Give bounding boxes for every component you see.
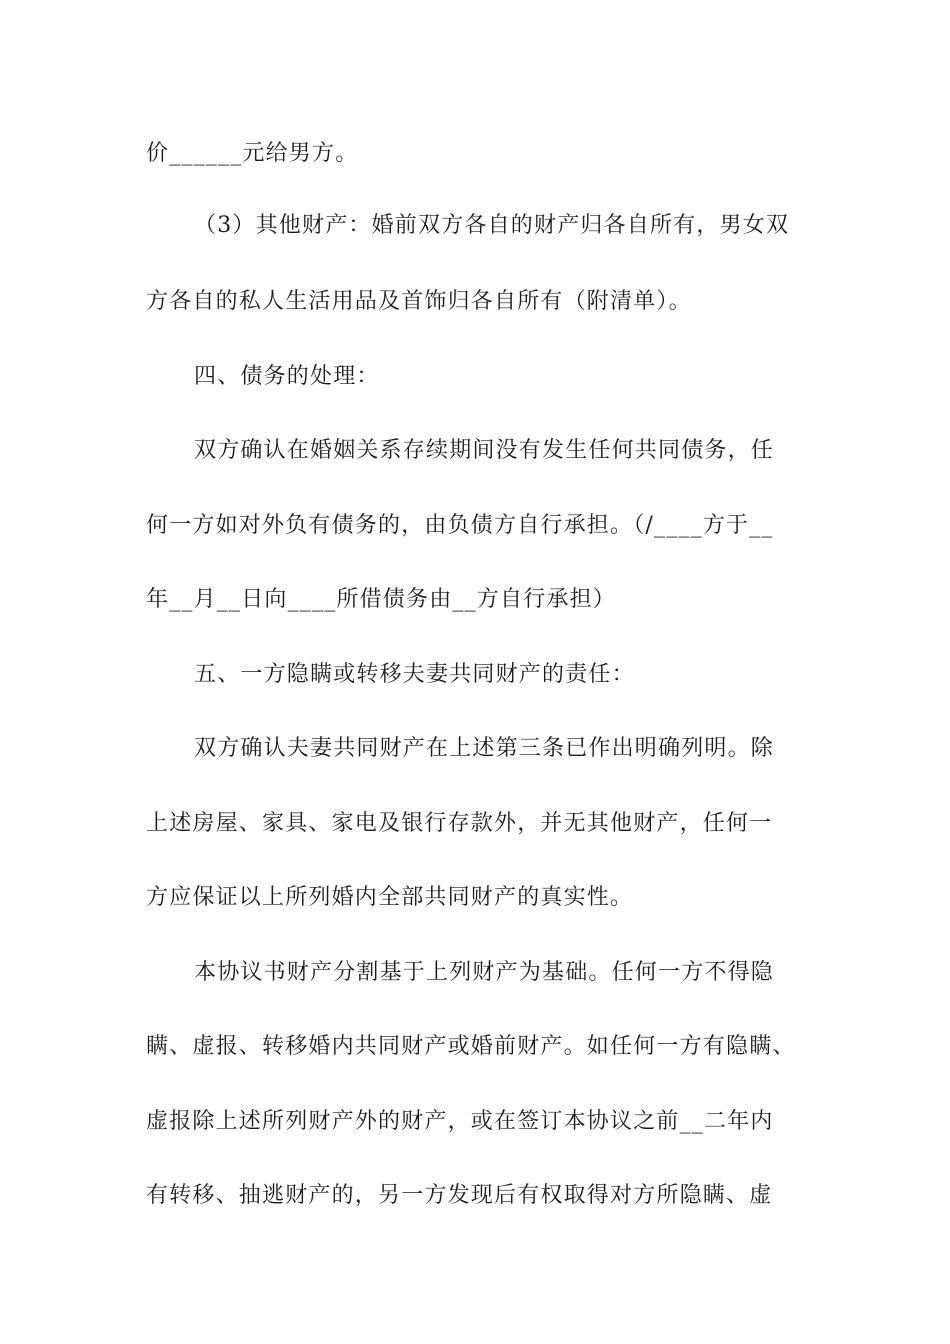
text-line: （3）其他财产：婚前双方各自的财产归各自所有，男女双 [194, 213, 790, 238]
text-line: 本协议书财产分割基于上列财产为基础。任何一方不得隐 [194, 960, 775, 985]
text-line: 价______元给男方。 [146, 141, 359, 166]
text-line: 双方确认夫妻共同财产在上述第三条已作出明确列明。除 [194, 736, 775, 761]
text-line: 虚报除上述所列财产外的财产，或在签订本协议之前__二年内 [146, 1109, 774, 1134]
text-line: 年__月__日向____所借债务由__方自行承担） [146, 587, 617, 612]
section-heading: 五、一方隐瞒或转移夫妻共同财产的责任： [194, 662, 635, 687]
text-line: 瞒、虚报、转移婚内共同财产或婚前财产。如任何一方有隐瞒、 [146, 1034, 796, 1059]
text-line: 何一方如对外负有债务的，由负债方自行承担。（/____方于__ [146, 513, 774, 538]
text-line: 上述房屋、家具、家电及银行存款外，并无其他财产，任何一 [146, 811, 773, 836]
text-line: 方各自的私人生活用品及首饰归各自所有（附清单）。 [146, 289, 692, 314]
text-line: 双方确认在婚姻关系存续期间没有发生任何共同债务，任 [194, 438, 775, 463]
text-line: 方应保证以上所列婚内全部共同财产的真实性。 [146, 885, 634, 910]
section-heading: 四、债务的处理： [194, 364, 380, 389]
text-line: 有转移、抽逃财产的，另一方发现后有权取得对方所隐瞒、虚 [146, 1183, 773, 1208]
